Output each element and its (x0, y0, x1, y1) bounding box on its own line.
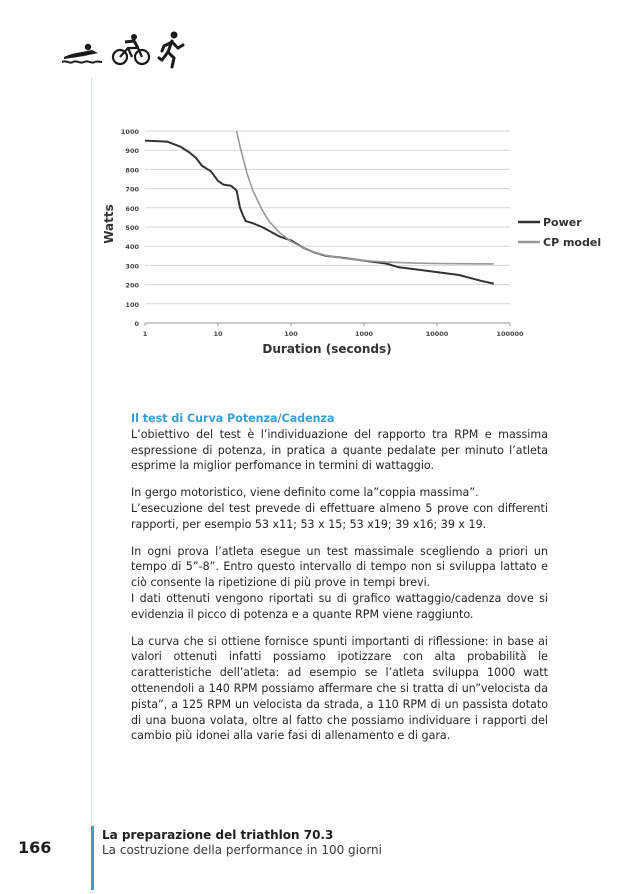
footer-book-subtitle: La costruzione della performance in 100 giorni (102, 843, 382, 857)
y-tick-label: 1000 (120, 128, 139, 136)
page-margin-rule (91, 78, 92, 890)
y-tick-label: 300 (125, 262, 139, 271)
chart-xlabel: Duration (seconds) (262, 342, 392, 356)
page-number: 166 (18, 838, 52, 857)
cyclist-icon (113, 34, 149, 64)
x-tick-label: 10000 (425, 330, 449, 338)
y-tick-label: 100 (125, 300, 139, 309)
y-tick-label: 900 (125, 147, 139, 156)
y-tick-label: 600 (125, 204, 139, 213)
paragraph-results: I dati ottenuti vengono riportati su di grafico wattaggio/cadenza dove si evidenzia il picco di potenza e a quante RPM viene raggiunto. (131, 591, 548, 621)
footer-book-title: La preparazione del triathlon 70.3 (102, 828, 334, 842)
article-body (131, 411, 548, 755)
paragraph-interpretation: La curva che si ottiene fornisce spunti importanti di riflessione: in base ai valori ottenuti infatti possiamo ipotizzare con alta probabilità le caratteristiche dell’atleta: ad esempio se l’atleta sviluppa 1000 watt ottenendoli a 140 RPM possiamo affermare che si tratta di un”velocista da pista”, a 125 RPM un velocista da strada, a 110 RPM di un passista dotato di una buona volata, oltre al fatto che possiamo individuare i rapporti del cambio più idonei alla varie fasi di allenamento e di gara. (131, 634, 548, 743)
y-tick-label: 400 (125, 243, 139, 252)
y-tick-label: 700 (125, 185, 139, 194)
chart-ylabel: Watts (102, 204, 116, 244)
footer-accent-bar (91, 826, 94, 890)
y-tick-label: 800 (125, 166, 139, 175)
section-heading: Il test di Curva Potenza/Cadenza (131, 412, 335, 425)
paragraph-definition: In gergo motoristico, viene definito come la”coppia massima”. (131, 486, 479, 500)
series-line-power (145, 141, 494, 284)
y-tick-label: 200 (125, 281, 139, 290)
x-tick-label: 100000 (496, 330, 524, 338)
legend-label: Power (543, 216, 582, 229)
y-tick-label: 500 (125, 224, 139, 232)
x-tick-label: 10 (213, 330, 223, 338)
x-tick-label: 1000 (354, 330, 374, 338)
y-tick-label: 0 (134, 320, 139, 328)
swimmer-icon (62, 44, 102, 64)
paragraph-objective: L’obiettivo del test è l’individuazione del rapporto tra RPM e massima espressione di potenza, in pratica a quante pedalate per minuto l’atleta esprime la miglior perfomance in termini di wattaggio. (131, 427, 548, 473)
paragraph-execution: L’esecuzione del test prevede di effettuare almeno 5 prove con differenti rapporti, per esempio 53 x11; 53 x 15; 53 x19; 39 x16; 39 x 19. (131, 501, 548, 531)
runner-icon (159, 32, 183, 68)
x-tick-label: 1 (142, 330, 148, 338)
x-tick-label: 100 (284, 330, 298, 338)
series-line-cp-model (237, 131, 494, 264)
paragraph-procedure: In ogni prova l’atleta esegue un test massimale scegliendo a priori un tempo di 5”-8”. Entro questo intervallo di tempo non si sviluppa lattato e ciò consente la ripetizione di più prove in tempi brevi. (131, 544, 548, 590)
legend-label: CP model (543, 236, 602, 249)
power-duration-chart (100, 118, 612, 362)
triathlon-icons (62, 30, 192, 70)
